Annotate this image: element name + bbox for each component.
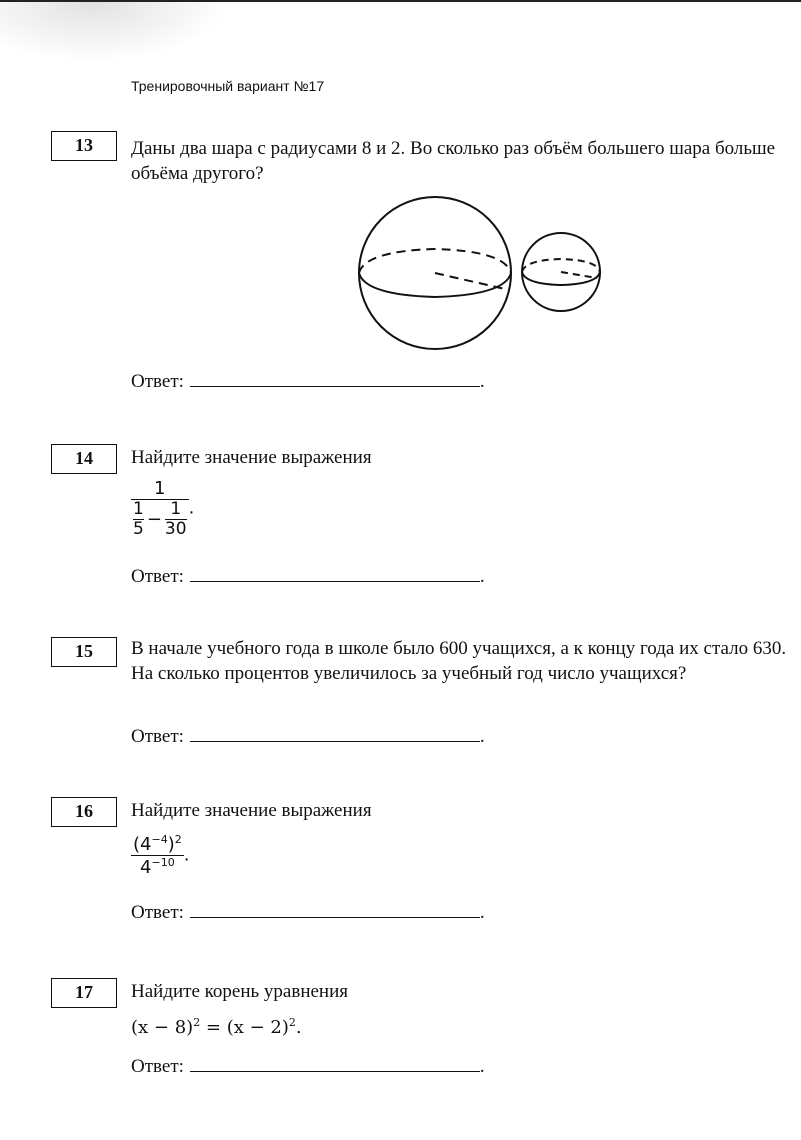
answer-blank[interactable]: [190, 1057, 480, 1072]
small-sphere-equator-back: [522, 259, 600, 272]
fraction-16-denominator: $4^{-10}$: [140, 856, 175, 878]
task-text: Найдите значение выражения: [131, 800, 372, 821]
fraction-b: [165, 500, 187, 539]
task-text: Найдите корень уравнения: [131, 981, 349, 1002]
fraction-a: [133, 500, 144, 539]
answer-blank[interactable]: [190, 567, 480, 582]
fraction-a-denominator: 5: [133, 519, 144, 539]
outer-numerator: 1: [154, 478, 166, 499]
fraction-b-numerator: 1: [170, 499, 182, 519]
expression-14: [131, 478, 194, 539]
task-number: 17: [51, 978, 117, 1008]
task-text: Найдите значение выражения: [131, 447, 372, 468]
small-sphere-radius: [561, 272, 597, 278]
fraction-16-numerator: $(4^{-4})^2$: [133, 833, 182, 855]
answer-label: Ответ:: [131, 902, 184, 923]
outer-denominator: [131, 500, 189, 539]
answer-label: Ответ:: [131, 566, 184, 587]
outer-fraction: [131, 478, 189, 539]
answer-row: Ответ: .: [131, 371, 485, 392]
answer-row: Ответ: .: [131, 1056, 485, 1077]
fraction-16: [131, 833, 184, 878]
answer-blank[interactable]: [190, 727, 480, 742]
equation-17: $(x - 8)^2 = (x - 2)^2$.: [131, 1016, 302, 1038]
task-text: В начале учебного года в школе было 600 учащихся, а к концу года их стало 630. На сколько процентов увеличилось за учебный год число учащихся?: [131, 638, 787, 684]
fraction-b-denominator: 30: [164, 519, 187, 539]
task-number: 13: [51, 131, 117, 161]
answer-blank[interactable]: [190, 903, 480, 918]
answer-row: Ответ: .: [131, 726, 485, 747]
task-number: 15: [51, 637, 117, 667]
answer-label: Ответ:: [131, 726, 184, 747]
large-sphere-equator-front: [359, 273, 511, 297]
large-sphere-equator-back: [359, 249, 511, 273]
page-title: Тренировочный вариант №17: [131, 78, 325, 94]
spheres-figure: [355, 192, 605, 367]
task-text: Даны два шара с радиусами 8 и 2. Во сколько раз объём большего шара больше объёма другого?: [131, 138, 776, 184]
answer-row: Ответ: .: [131, 902, 485, 923]
scan-shadow: [0, 2, 230, 62]
answer-label: Ответ:: [131, 1056, 184, 1077]
large-sphere-radius: [435, 273, 505, 289]
task-number: 14: [51, 444, 117, 474]
answer-blank[interactable]: [190, 372, 480, 387]
task-number: 16: [51, 797, 117, 827]
answer-label: Ответ:: [131, 371, 184, 392]
expression-period: .: [183, 844, 190, 866]
minus-sign: −: [146, 509, 162, 530]
answer-row: Ответ: .: [131, 566, 485, 587]
fraction-a-numerator: 1: [133, 499, 144, 519]
expression-16: [131, 833, 189, 878]
small-sphere-equator-front: [522, 272, 600, 285]
expression-period: .: [188, 497, 195, 519]
